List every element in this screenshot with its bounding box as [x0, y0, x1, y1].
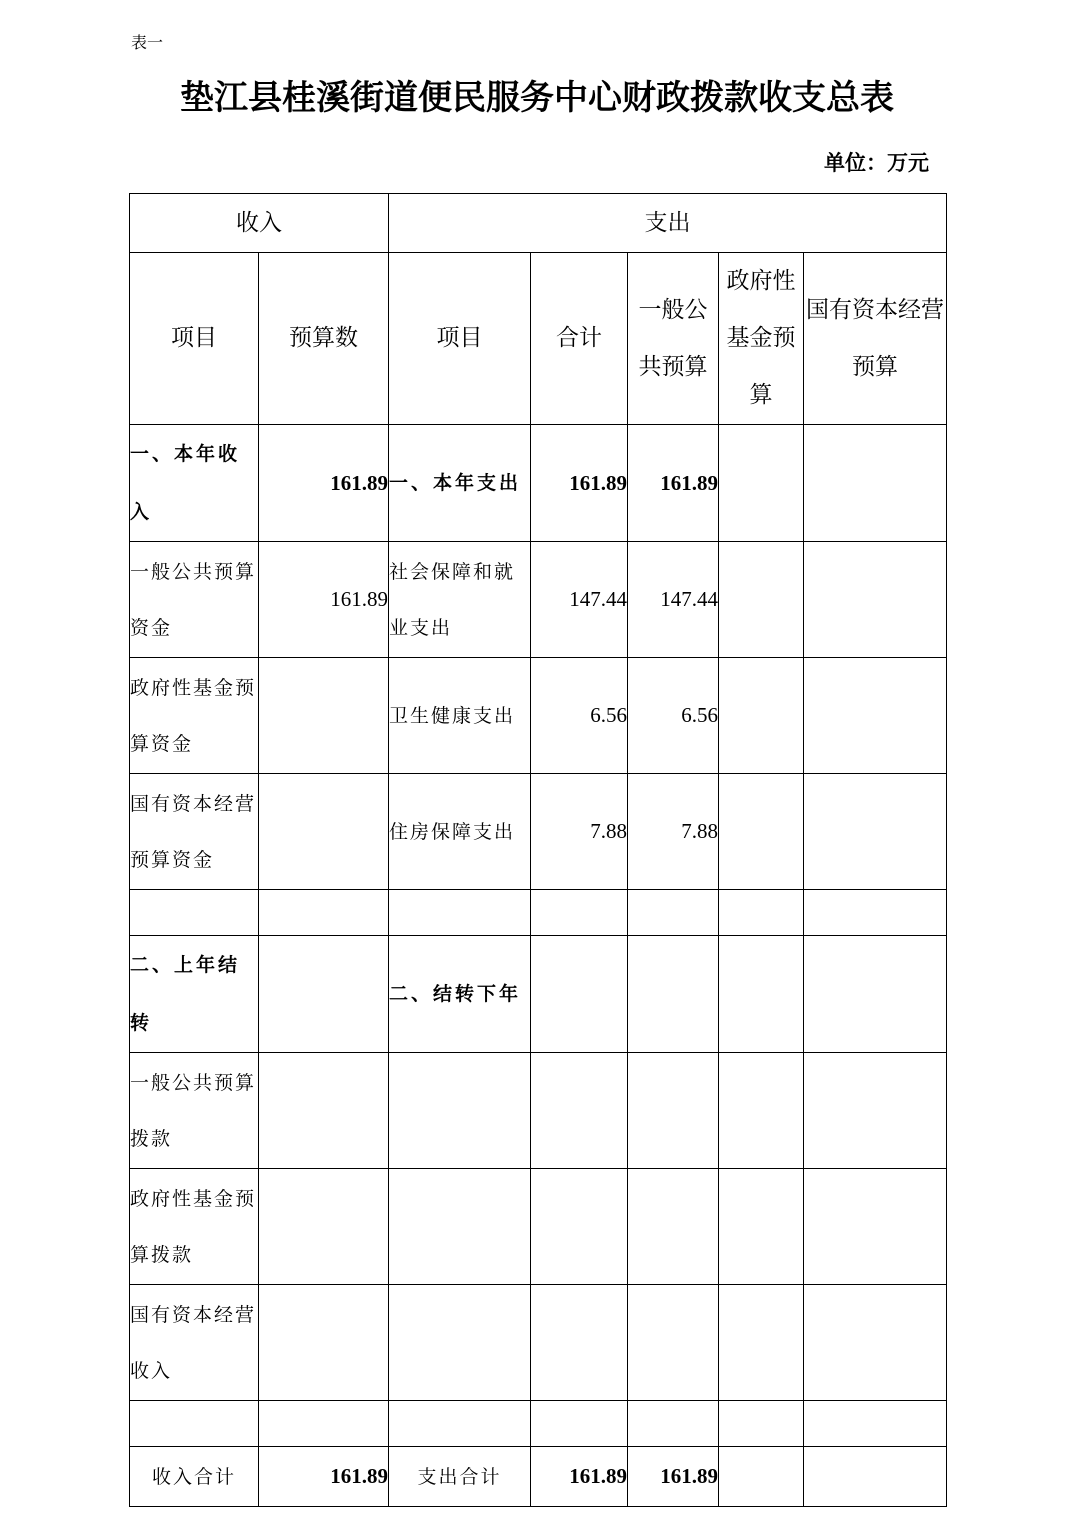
state-capital-cell — [804, 542, 947, 658]
totals-row — [130, 1447, 947, 1507]
total-cell — [531, 936, 628, 1053]
general-public-cell — [628, 1169, 719, 1285]
gov-fund-cell — [719, 542, 804, 658]
income-budget-cell: 161.89 — [259, 425, 389, 542]
total-cell — [531, 1169, 628, 1285]
income-item-cell — [130, 1401, 259, 1447]
col-header-gov-fund: 政府性基金预算 — [719, 253, 804, 425]
general-public-cell — [628, 890, 719, 936]
general-public-cell: 6.56 — [628, 658, 719, 774]
total-cell — [531, 1401, 628, 1447]
group-header-row — [130, 194, 947, 253]
total-cell: 7.88 — [531, 774, 628, 890]
expense-item-cell: 社会保障和就业支出 — [389, 542, 531, 658]
expense-item-cell: 卫生健康支出 — [389, 658, 531, 774]
table-row — [130, 1401, 947, 1447]
income-item-cell: 政府性基金预算拨款 — [130, 1169, 259, 1285]
general-public-cell: 147.44 — [628, 542, 719, 658]
col-header-state-capital: 国有资本经营预算 — [804, 253, 947, 425]
state-capital-total-value — [804, 1447, 947, 1507]
table-row — [130, 1169, 947, 1285]
table-row — [130, 936, 947, 1053]
income-budget-cell — [259, 774, 389, 890]
state-capital-cell — [804, 936, 947, 1053]
total-cell — [531, 890, 628, 936]
gov-fund-cell — [719, 1285, 804, 1401]
col-header-income-item: 项目 — [130, 253, 259, 425]
table-row — [130, 1053, 947, 1169]
state-capital-cell — [804, 1401, 947, 1447]
expense-total-label: 支出合计 — [389, 1447, 531, 1507]
income-budget-cell — [259, 1401, 389, 1447]
expense-item-cell: 二、结转下年 — [389, 936, 531, 1053]
table-row — [130, 774, 947, 890]
expense-item-cell — [389, 1285, 531, 1401]
general-public-cell — [628, 1285, 719, 1401]
gov-fund-cell — [719, 1169, 804, 1285]
income-budget-cell — [259, 936, 389, 1053]
income-item-cell: 政府性基金预算资金 — [130, 658, 259, 774]
expense-item-cell — [389, 1401, 531, 1447]
state-capital-cell — [804, 890, 947, 936]
expense-item-cell: 一、本年支出 — [389, 425, 531, 542]
table-label: 表一 — [131, 33, 164, 52]
total-cell: 161.89 — [531, 425, 628, 542]
general-public-total-value: 161.89 — [628, 1447, 719, 1507]
column-header-row — [130, 253, 947, 425]
gov-fund-cell — [719, 658, 804, 774]
expense-item-cell — [389, 1169, 531, 1285]
income-item-cell: 一般公共预算资金 — [130, 542, 259, 658]
gov-fund-total-value — [719, 1447, 804, 1507]
income-group-header: 收入 — [130, 194, 389, 253]
table-row — [130, 425, 947, 542]
state-capital-cell — [804, 1169, 947, 1285]
income-item-cell: 二、上年结转 — [130, 936, 259, 1053]
income-budget-cell — [259, 1285, 389, 1401]
general-public-cell: 161.89 — [628, 425, 719, 542]
gov-fund-cell — [719, 774, 804, 890]
expense-item-cell — [389, 1053, 531, 1169]
state-capital-cell — [804, 774, 947, 890]
income-item-cell — [130, 890, 259, 936]
unit-label: 单位：万元 — [824, 150, 929, 175]
state-capital-cell — [804, 658, 947, 774]
budget-summary-table — [129, 193, 947, 1507]
income-total-label: 收入合计 — [130, 1447, 259, 1507]
income-budget-cell — [259, 890, 389, 936]
table-row — [130, 1285, 947, 1401]
expense-group-header: 支出 — [389, 194, 947, 253]
col-header-income-budget: 预算数 — [259, 253, 389, 425]
gov-fund-cell — [719, 890, 804, 936]
table-row — [130, 658, 947, 774]
page-title: 垫江县桂溪街道便民服务中心财政拨款收支总表 — [180, 78, 894, 118]
income-budget-cell: 161.89 — [259, 542, 389, 658]
income-budget-cell — [259, 658, 389, 774]
gov-fund-cell — [719, 425, 804, 542]
total-cell — [531, 1053, 628, 1169]
gov-fund-cell — [719, 1401, 804, 1447]
general-public-cell — [628, 1053, 719, 1169]
general-public-cell — [628, 1401, 719, 1447]
income-item-cell: 一般公共预算拨款 — [130, 1053, 259, 1169]
col-header-general-public: 一般公共预算 — [628, 253, 719, 425]
col-header-total: 合计 — [531, 253, 628, 425]
state-capital-cell — [804, 1285, 947, 1401]
general-public-cell: 7.88 — [628, 774, 719, 890]
income-item-cell: 国有资本经营收入 — [130, 1285, 259, 1401]
col-header-expense-item: 项目 — [389, 253, 531, 425]
state-capital-cell — [804, 425, 947, 542]
total-cell — [531, 1285, 628, 1401]
expense-total-value: 161.89 — [531, 1447, 628, 1507]
gov-fund-cell — [719, 1053, 804, 1169]
total-cell: 147.44 — [531, 542, 628, 658]
income-item-cell: 一、本年收入 — [130, 425, 259, 542]
expense-item-cell: 住房保障支出 — [389, 774, 531, 890]
income-budget-cell — [259, 1053, 389, 1169]
income-budget-cell — [259, 1169, 389, 1285]
table-row — [130, 542, 947, 658]
total-cell: 6.56 — [531, 658, 628, 774]
income-item-cell: 国有资本经营预算资金 — [130, 774, 259, 890]
gov-fund-cell — [719, 936, 804, 1053]
income-total-value: 161.89 — [259, 1447, 389, 1507]
state-capital-cell — [804, 1053, 947, 1169]
general-public-cell — [628, 936, 719, 1053]
expense-item-cell — [389, 890, 531, 936]
table-row — [130, 890, 947, 936]
